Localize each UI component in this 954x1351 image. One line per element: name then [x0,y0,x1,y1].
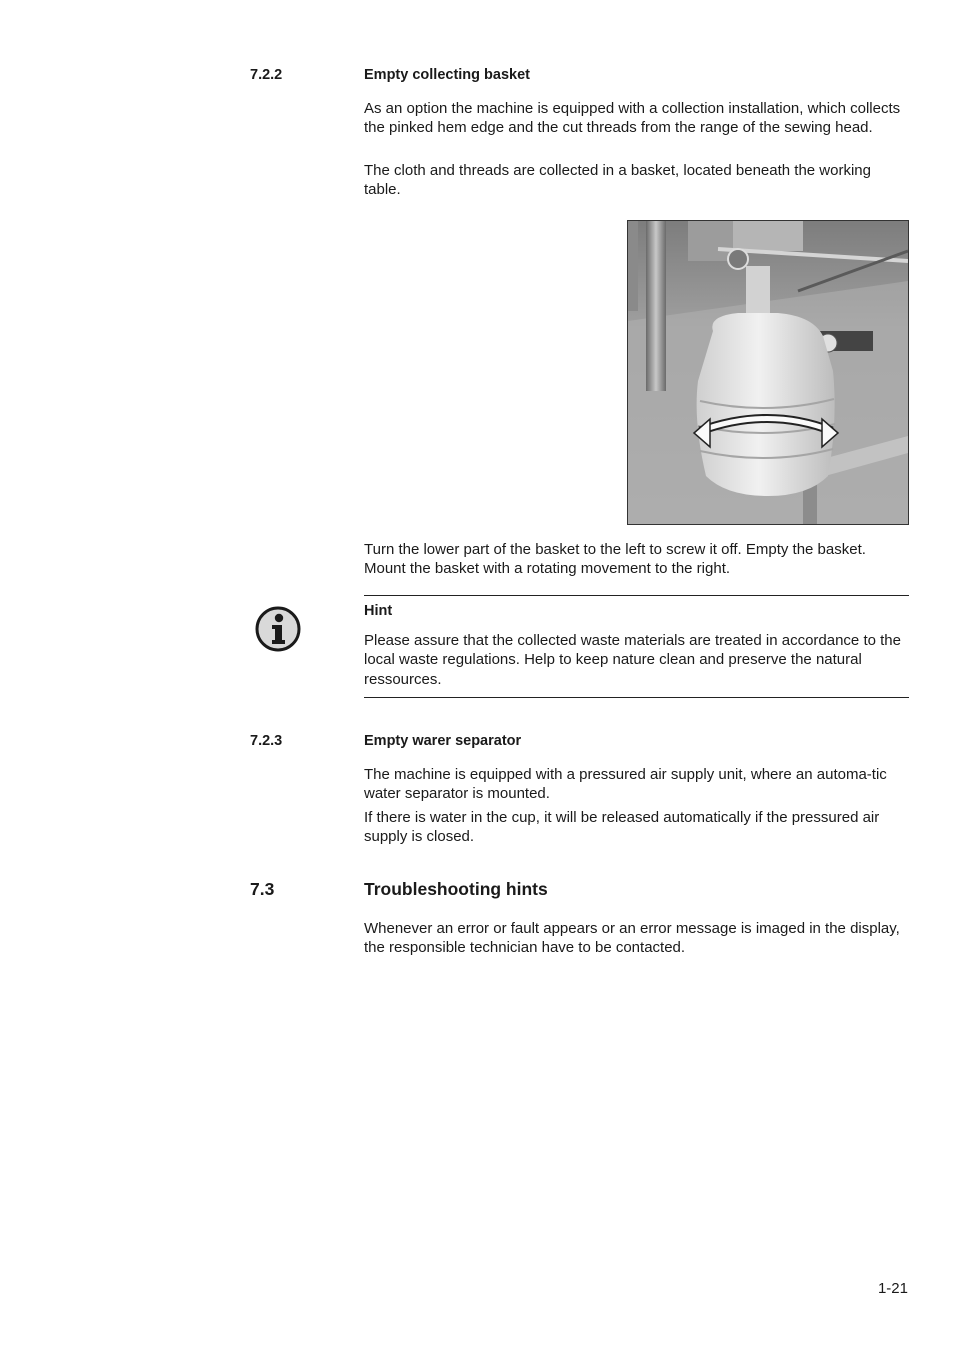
paragraph: If there is water in the cup, it will be released automatically if the pressured air supply is closed. [364,809,880,846]
paragraph: The machine is equipped with a pressured air supply unit, where an automa-tic water separator is mounted. [364,766,887,803]
hint-top-rule [364,595,909,596]
section-number: 7.3 [250,879,275,899]
section-title: Empty warer separator [364,733,522,749]
hint-bottom-rule [364,697,909,698]
section-title: Empty collecting basket [364,67,530,83]
hint-text: Please assure that the collected waste materials are treated in accordance to the local waste regulations. Help to keep nature clean and preserve the natural ressources. [364,632,901,688]
page-number: 1-21 [877,1280,908,1297]
section-title: Troubleshooting hints [364,879,548,899]
info-icon [255,606,301,652]
paragraph: Whenever an error or fault appears or an error message is imaged in the display, the responsible technician have to be contacted. [364,920,900,957]
hint-title: Hint [364,603,393,619]
paragraph: Turn the lower part of the basket to the left to screw it off. Empty the basket. Mount the basket with a rotating movement to the right. [364,541,866,578]
collecting-basket-photo [627,220,909,525]
paragraph: The cloth and threads are collected in a basket, located beneath the working table. [364,162,871,199]
section-number: 7.2.3 [250,733,283,749]
paragraph: As an option the machine is equipped with a collection installation, which collects the pinked hem edge and the cut threads from the range of the sewing head. [364,100,901,137]
section-number: 7.2.2 [250,67,283,83]
